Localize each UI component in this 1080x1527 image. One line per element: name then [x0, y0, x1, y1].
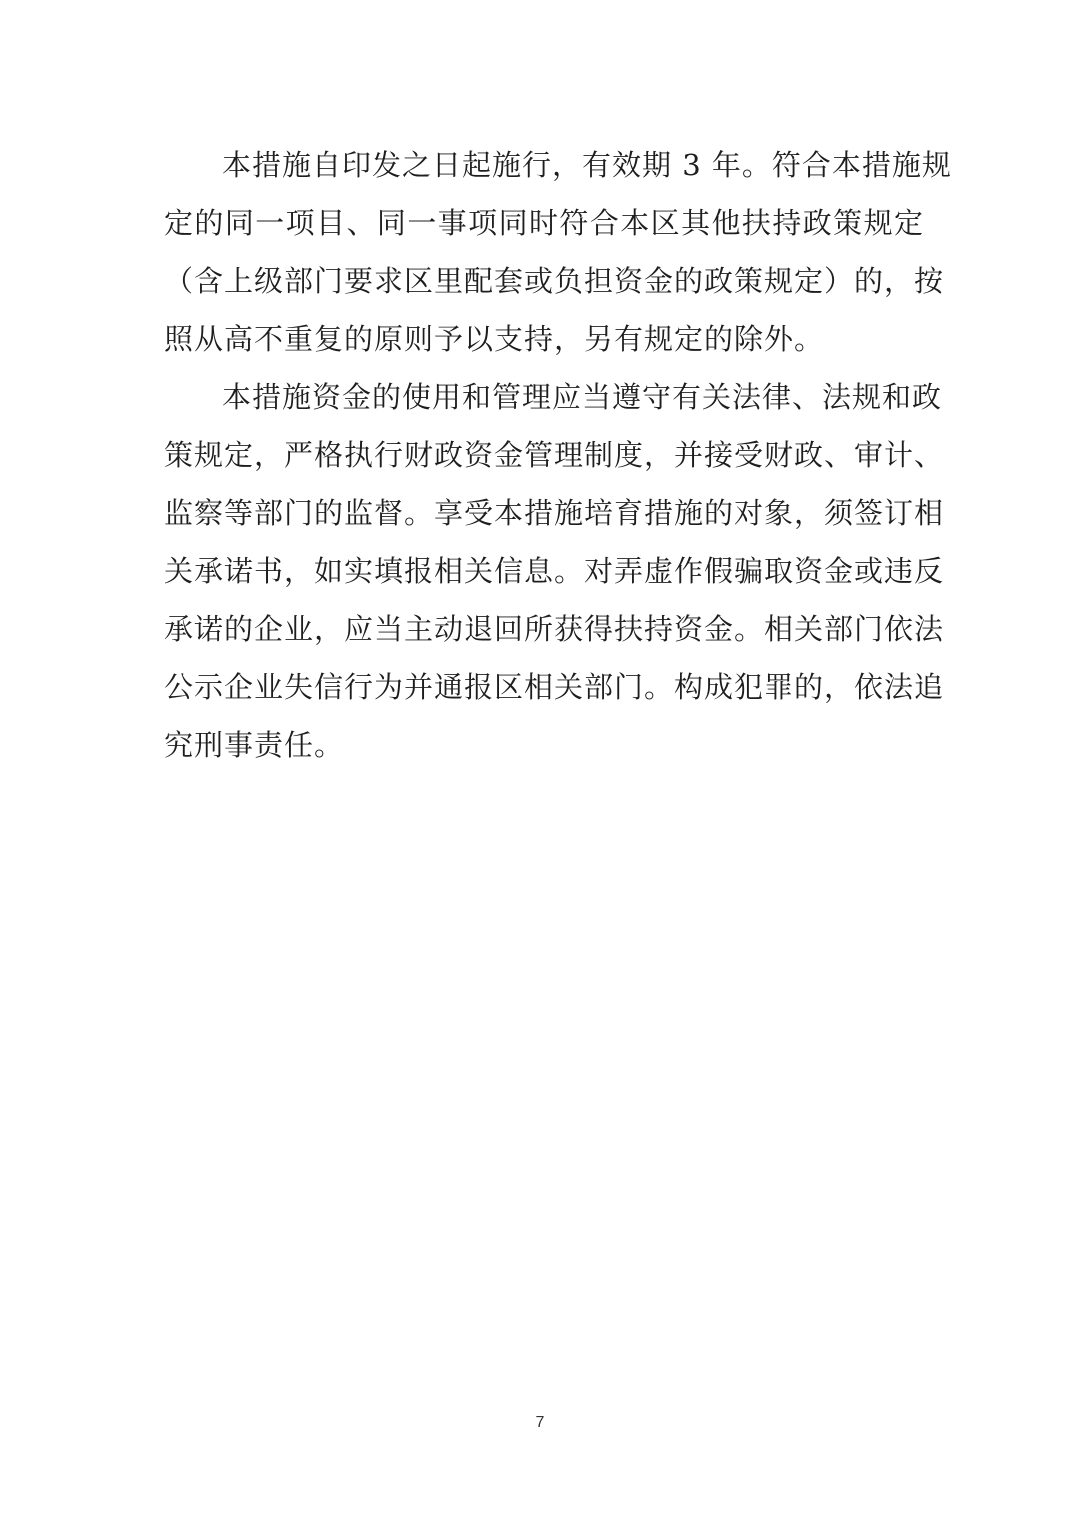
paragraph-line: 监察等部门的监督。享受本措施培育措施的对象，须签订相 — [164, 496, 945, 530]
paragraph-effective-date — [164, 136, 952, 368]
page-number: 7 — [535, 1414, 545, 1431]
paragraph-line: 关承诺书，如实填报相关信息。对弄虚作假骗取资金或违反 — [164, 554, 945, 588]
paragraph-line: 承诺的企业，应当主动退回所获得扶持资金。相关部门依法 — [164, 612, 945, 646]
paragraph-line: 究刑事责任。 — [164, 728, 345, 762]
paragraph-line: 本措施资金的使用和管理应当遵守有关法律、法规和政 — [222, 380, 943, 414]
paragraph-line: （含上级部门要求区里配套或负担资金的政策规定）的，按 — [164, 264, 945, 298]
paragraph-line: 照从高不重复的原则予以支持，另有规定的除外。 — [164, 322, 825, 356]
paragraph-fund-management — [164, 368, 945, 774]
paragraph-line: 策规定，严格执行财政资金管理制度，并接受财政、审计、 — [164, 438, 945, 472]
document-body — [164, 136, 952, 774]
paragraph-line: 定的同一项目、同一事项同时符合本区其他扶持政策规定 — [164, 206, 924, 240]
paragraph-line: 公示企业失信行为并通报区相关部门。构成犯罪的，依法追 — [164, 670, 945, 704]
paragraph-line: 本措施自印发之日起施行，有效期 3 年。符合本措施规 — [222, 148, 952, 182]
